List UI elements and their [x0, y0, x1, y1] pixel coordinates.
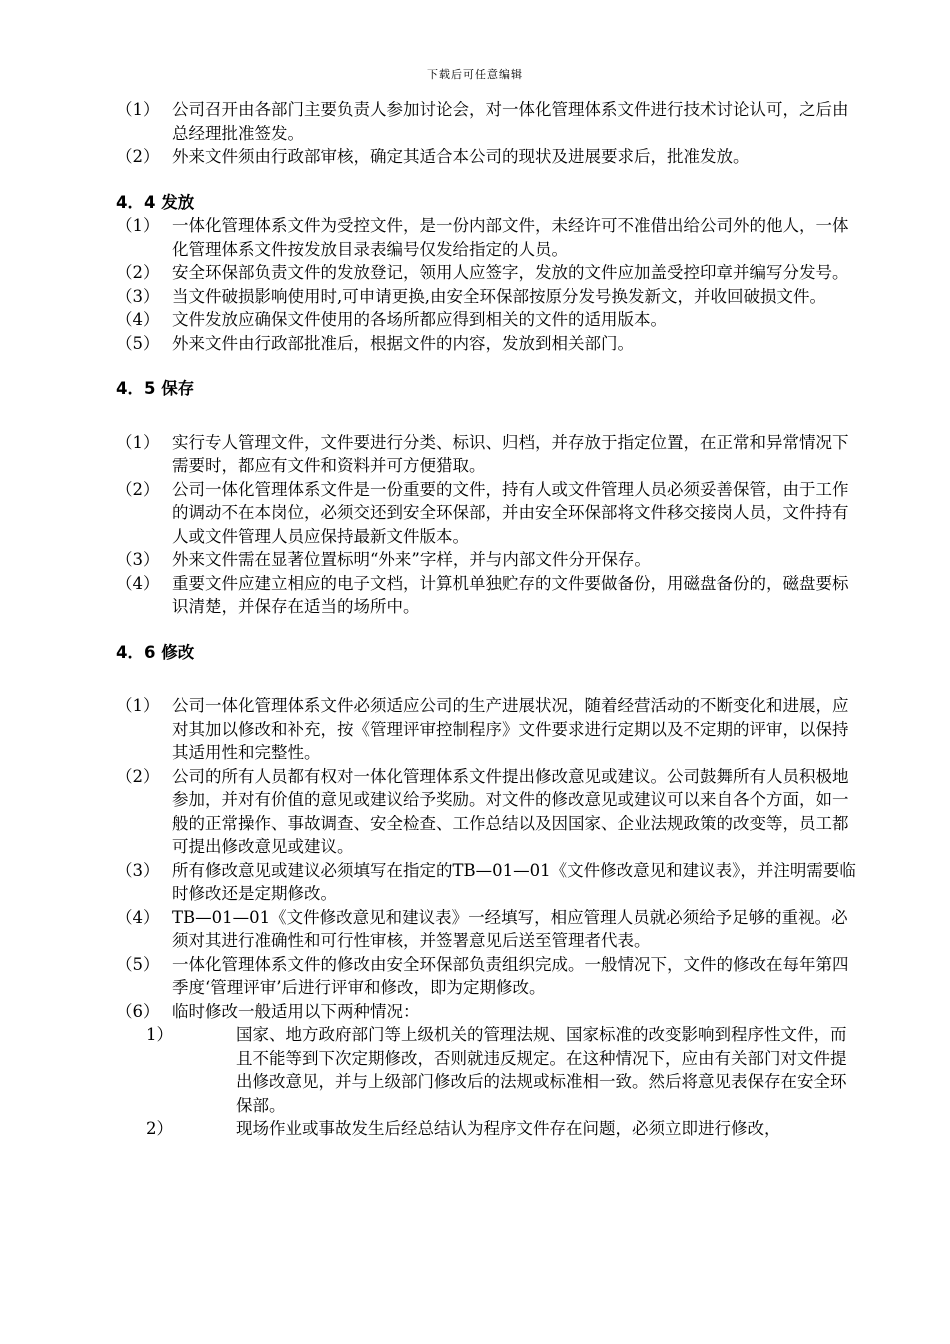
list-item	[116, 145, 856, 169]
sub-list-item	[116, 1023, 856, 1117]
section-heading-4-4: 4．4 发放	[116, 192, 195, 212]
item-text: 一体化管理体系文件为受控文件，是一份内部文件，未经许可不准借出给公司外的他人，一体化管理体系文件按发放目录表编号仅发给指定的人员。	[172, 216, 849, 259]
item-text: 公司一体化管理体系文件是一份重要的文件，持有人或文件管理人员必须妥善保管，由于工作的调动不在本岗位，必须交还到安全环保部，并由安全环保部将文件移交接岗人员，文件持有人或文件管理人员应保持最新文件版本。	[172, 479, 849, 546]
item-number: （3）	[116, 860, 160, 880]
item-number: （1）	[116, 696, 160, 715]
item-number: （1）	[116, 216, 160, 235]
item-number: （4）	[116, 310, 160, 329]
list-item	[116, 431, 856, 478]
list-item	[116, 1000, 856, 1024]
item-number: （1）	[116, 432, 160, 452]
list-item	[116, 859, 856, 906]
list-item	[116, 261, 856, 285]
item-number: （3）	[116, 550, 160, 569]
list-item	[116, 572, 856, 619]
item-text: 临时修改一般适用以下两种情况：	[172, 1001, 420, 1021]
item-text: 外来文件由行政部批准后，根据文件的内容，发放到相关部门。	[172, 333, 634, 353]
list-item	[116, 214, 856, 261]
sub-list-item	[116, 1117, 856, 1141]
item-text: 公司的所有人员都有权对一体化管理体系文件提出修改意见或建议。公司鼓舞所有人员积极地参加，并对有价值的意见或建议给予奖励。对文件的修改意见或建议可以来自各个方面，如一般的正常操作、事故调查、安全检查、工作总结以及因国家、企业法规政策的改变等，员工都可提出修改意见或建议。	[172, 766, 849, 856]
sub-item-text: 国家、地方政府部门等上级机关的管理法规、国家标准的改变影响到程序性文件，而且不能等到下次定期修改，否则就违反规定。在这种情况下，应由有关部门对文件提出修改意见，并与上级部门修改后的法规或标准相一致。然后将意见表保存在安全环保部。	[236, 1025, 847, 1115]
item-text: 一体化管理体系文件的修改由安全环保部负责组织完成。一般情况下，文件的修改在每年第四季度‘管理评审’后进行评审和修改，即为定期修改。	[172, 954, 849, 997]
list-item	[116, 308, 856, 332]
list-item	[116, 548, 856, 572]
item-text: TB—01—01《文件修改意见和建议表》一经填写，相应管理人员就必须给予足够的重视。必须对其进行准确性和可行性审核，并签署意见后送至管理者代表。	[172, 907, 848, 950]
item-text: 公司一体化管理体系文件必须适应公司的生产进展状况，随着经营活动的不断变化和进展，应对其加以修改和补充，按《管理评审控制程序》文件要求进行定期以及不定期的评审，以保持其适用性和完整性。	[172, 696, 849, 762]
list-item	[116, 478, 856, 549]
item-text: 当文件破损影响使用时,可申请更换,由安全环保部按原分发号换发新文，并收回破损文件。	[172, 286, 826, 306]
item-number: （4）	[116, 907, 160, 927]
document-body	[116, 98, 856, 1141]
page-header: 下载后可任意编辑	[427, 68, 523, 81]
list-item	[116, 765, 856, 859]
section-heading-4-6: 4．6 修改	[116, 642, 195, 662]
sub-item-text: 现场作业或事故发生后经总结认为程序文件存在问题，必须立即进行修改，	[236, 1119, 781, 1138]
list-item	[116, 953, 856, 1000]
sub-item-number: 1）	[146, 1025, 173, 1044]
item-text: 文件发放应确保文件使用的各场所都应得到相关的文件的适用版本。	[172, 310, 667, 329]
item-number: （6）	[116, 1001, 160, 1021]
item-number: （3）	[116, 286, 160, 306]
item-number: （1）	[116, 100, 160, 119]
item-number: （2）	[116, 479, 160, 499]
item-text: 安全环保部负责文件的发放登记，领用人应签字，发放的文件应加盖受控印章并编写分发号。	[172, 263, 849, 282]
item-text: 外来文件需在显著位置标明“外来”字样，并与内部文件分开保存。	[172, 550, 651, 569]
list-item	[116, 285, 856, 309]
list-item	[116, 98, 856, 145]
item-number: （2）	[116, 263, 160, 282]
section-heading-4-5: 4．5 保存	[116, 379, 195, 398]
list-item	[116, 332, 856, 356]
list-item	[116, 906, 856, 953]
item-number: （5）	[116, 333, 160, 353]
item-number: （2）	[116, 766, 160, 786]
item-number: （4）	[116, 573, 160, 593]
item-text: 公司召开由各部门主要负责人参加讨论会，对一体化管理体系文件进行技术讨论认可，之后由总经理批准签发。	[172, 100, 849, 143]
item-text: 所有修改意见或建议必须填写在指定的TB—01—01《文件修改意见和建议表》，并注明需要临时修改还是定期修改。	[172, 860, 856, 903]
item-number: （2）	[116, 147, 160, 166]
item-text: 实行专人管理文件，文件要进行分类、标识、归档，并存放于指定位置，在正常和异常情况下需要时，都应有文件和资料并可方便猎取。	[172, 432, 849, 475]
item-text: 外来文件须由行政部审核，确定其适合本公司的现状及进展要求后，批准发放。	[172, 147, 750, 166]
item-number: （5）	[116, 954, 160, 974]
item-text: 重要文件应建立相应的电子文档，计算机单独贮存的文件要做备份，用磁盘备份的，磁盘要标识清楚，并保存在适当的场所中。	[172, 573, 849, 616]
list-item	[116, 694, 856, 765]
sub-item-number: 2）	[146, 1119, 173, 1138]
